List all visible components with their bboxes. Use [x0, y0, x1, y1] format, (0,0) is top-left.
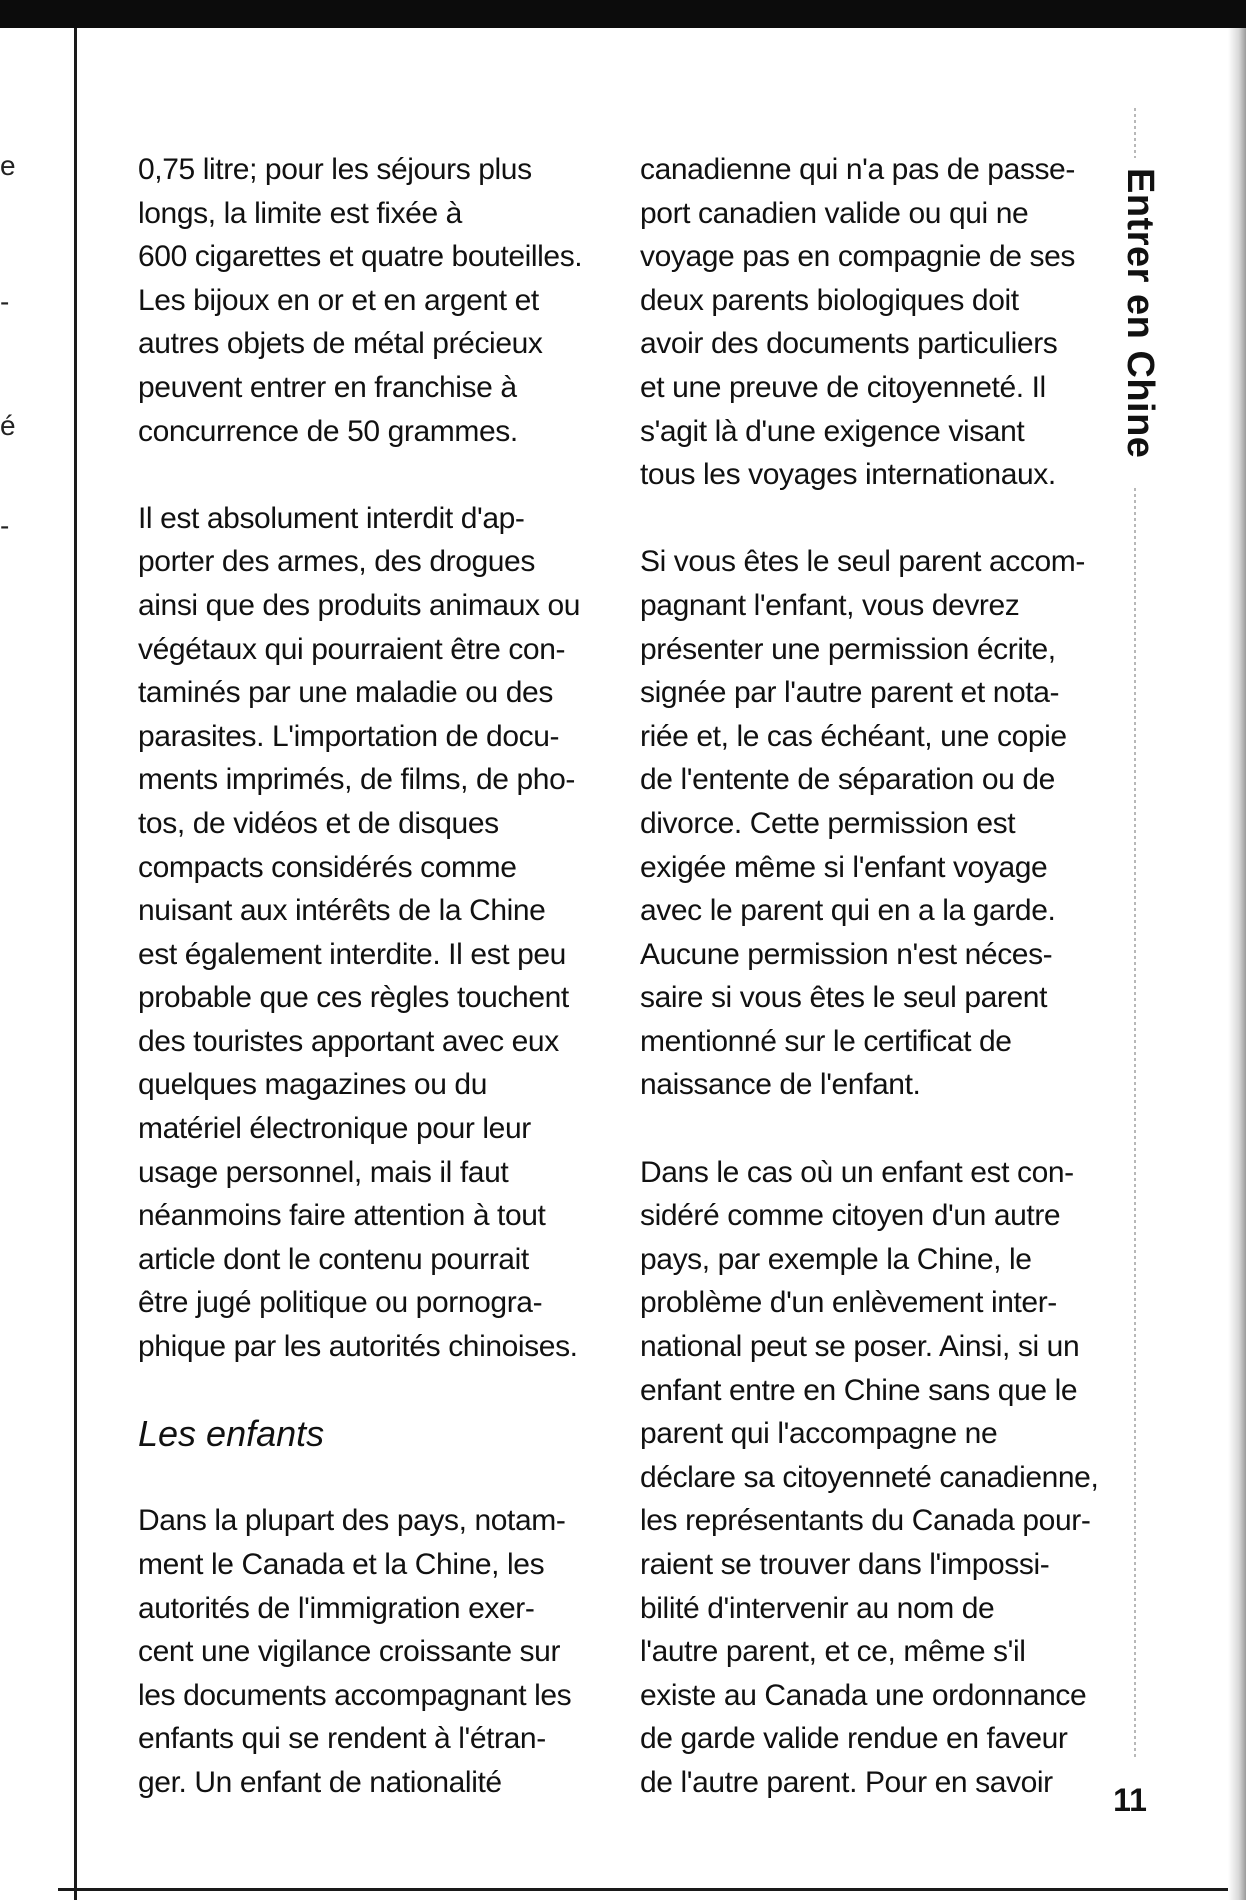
section-heading: Les enfants: [138, 1413, 325, 1455]
margin-fragment: -: [0, 510, 10, 541]
text-line: phique par les autorités chinoises.: [138, 1330, 578, 1364]
margin-fragment: é: [0, 410, 16, 441]
left-paragraph-1: [138, 148, 598, 453]
right-paragraph-3: [640, 1151, 1102, 1805]
paragraph-gap: [138, 453, 598, 497]
text-line: parent qui l'accompagne ne: [640, 1417, 998, 1451]
right-text-column: [640, 148, 1102, 1805]
text-line: être jugé politique ou pornogra-: [138, 1286, 543, 1320]
left-text-column: [138, 148, 598, 1805]
text-line: les représentants du Canada pour-: [640, 1504, 1091, 1538]
paragraph-gap: [138, 1369, 598, 1413]
text-line: s'agit là d'une exigence visant: [640, 414, 1025, 448]
text-line: autres objets de métal précieux: [138, 327, 543, 361]
text-line: enfants qui se rendent à l'étran-: [138, 1722, 546, 1756]
text-line: saire si vous êtes le seul parent: [640, 981, 1048, 1015]
text-line: parasites. L'importation de docu-: [138, 719, 560, 753]
text-line: Il est absolument interdit d'ap-: [138, 501, 525, 535]
text-line: exigée même si l'enfant voyage: [640, 850, 1048, 884]
text-line: des touristes apportant avec eux: [138, 1024, 559, 1058]
side-dotted-rule: [1134, 108, 1136, 158]
text-line: Les bijoux en or et en argent et: [138, 283, 539, 317]
text-line: signée par l'autre parent et nota-: [640, 676, 1060, 710]
page-edge-shadow: [1228, 28, 1246, 1900]
text-line: matériel électronique pour leur: [138, 1112, 531, 1146]
text-line: de garde valide rendue en faveur: [640, 1722, 1068, 1756]
page-fold-line: [74, 28, 77, 1900]
paragraph-gap: [640, 497, 1102, 541]
facing-page-edge: [0, 28, 76, 1900]
text-line: Dans la plupart des pays, notam-: [138, 1504, 566, 1538]
text-line: ainsi que des produits animaux ou: [138, 588, 581, 622]
text-line: existe au Canada une ordonnance: [640, 1678, 1087, 1712]
text-line: est également interdite. Il est peu: [138, 937, 566, 971]
text-line: de l'autre parent. Pour en savoir: [640, 1765, 1053, 1799]
text-line: porter des armes, des drogues: [138, 545, 535, 579]
left-paragraph-3: [138, 1499, 598, 1804]
text-line: divorce. Cette permission est: [640, 806, 1016, 840]
page-number: 11: [1113, 1782, 1147, 1818]
left-paragraph-2: [138, 497, 598, 1369]
text-line: néanmoins faire attention à tout: [138, 1199, 546, 1233]
text-line: longs, la limite est fixée à: [138, 196, 462, 230]
scan-top-border: [0, 0, 1246, 28]
text-line: avoir des documents particuliers: [640, 327, 1058, 361]
text-line: national peut se poser. Ainsi, si un: [640, 1330, 1080, 1364]
text-line: cent une vigilance croissante sur: [138, 1635, 561, 1669]
side-dotted-rule: [1134, 488, 1136, 1758]
text-line: autorités de l'immigration exer-: [138, 1591, 535, 1625]
text-line: déclare sa citoyenneté canadienne,: [640, 1460, 1099, 1494]
text-line: deux parents biologiques doit: [640, 283, 1019, 317]
text-line: 600 cigarettes et quatre bouteilles.: [138, 240, 583, 274]
text-line: avec le parent qui en a la garde.: [640, 894, 1056, 928]
text-line: et une preuve de citoyenneté. Il: [640, 370, 1046, 404]
right-paragraph-1: [640, 148, 1102, 497]
text-line: problème d'un enlèvement inter-: [640, 1286, 1057, 1320]
text-line: de l'entente de séparation ou de: [640, 763, 1055, 797]
text-line: peuvent entrer en franchise à: [138, 370, 517, 404]
text-line: tous les voyages internationaux.: [640, 458, 1056, 492]
text-line: nuisant aux intérêts de la Chine: [138, 894, 546, 928]
text-line: mentionné sur le certificat de: [640, 1024, 1012, 1058]
text-line: usage personnel, mais il faut: [138, 1155, 509, 1189]
text-line: les documents accompagnant les: [138, 1678, 572, 1712]
text-line: l'autre parent, et ce, même s'il: [640, 1635, 1026, 1669]
text-line: ger. Un enfant de nationalité: [138, 1765, 502, 1799]
text-line: naissance de l'enfant.: [640, 1068, 921, 1102]
text-line: taminés par une maladie ou des: [138, 676, 553, 710]
text-line: probable que ces règles touchent: [138, 981, 569, 1015]
running-section-title: Entrer en Chine: [1119, 168, 1161, 459]
text-line: présenter une permission écrite,: [640, 632, 1056, 666]
text-line: raient se trouver dans l'impossi-: [640, 1548, 1050, 1581]
paragraph-gap: [640, 1107, 1102, 1151]
text-line: riée et, le cas échéant, une copie: [640, 719, 1067, 753]
margin-fragment: e: [0, 150, 16, 181]
paragraph-gap: [138, 1456, 598, 1500]
text-line: Si vous êtes le seul parent accom-: [640, 545, 1085, 579]
text-line: article dont le contenu pourrait: [138, 1242, 529, 1276]
text-line: port canadien valide ou qui ne: [640, 196, 1029, 230]
text-line: 0,75 litre; pour les séjours plus: [138, 153, 532, 186]
text-line: canadienne qui n'a pas de passe-: [640, 153, 1075, 186]
text-line: bilité d'intervenir au nom de: [640, 1591, 995, 1625]
text-line: compacts considérés comme: [138, 850, 517, 884]
text-line: tos, de vidéos et de disques: [138, 806, 499, 840]
text-line: Aucune permission n'est néces-: [640, 937, 1053, 971]
text-line: pays, par exemple la Chine, le: [640, 1242, 1032, 1276]
text-line: Dans le cas où un enfant est con-: [640, 1155, 1074, 1189]
right-paragraph-2: [640, 540, 1102, 1107]
text-line: concurrence de 50 grammes.: [138, 414, 518, 448]
text-line: ment le Canada et la Chine, les: [138, 1548, 545, 1581]
text-line: sidéré comme citoyen d'un autre: [640, 1199, 1061, 1233]
text-line: pagnant l'enfant, vous devrez: [640, 588, 1020, 622]
margin-fragment: -: [0, 286, 10, 317]
text-line: végétaux qui pourraient être con-: [138, 632, 566, 666]
text-line: enfant entre en Chine sans que le: [640, 1373, 1078, 1407]
text-line: voyage pas en compagnie de ses: [640, 240, 1075, 274]
text-line: quelques magazines ou du: [138, 1068, 487, 1102]
text-line: ments imprimés, de films, de pho-: [138, 763, 575, 797]
scan-bottom-border: [58, 1888, 1246, 1891]
